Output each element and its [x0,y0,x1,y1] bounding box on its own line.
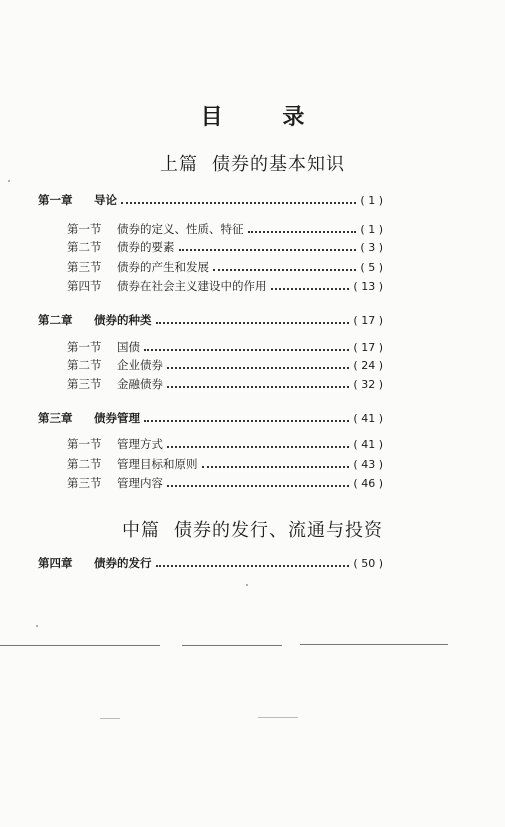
toc-section[interactable] [67,456,383,472]
toc-chapter-3[interactable] [38,410,383,426]
dot-leader [156,313,350,324]
section-number: 第四节 [67,279,102,293]
page-number: ( 17 ) [353,340,383,354]
chapter-number: 第一章 [38,193,73,207]
part-label: 上篇 [160,154,198,175]
dot-leader [179,240,357,251]
scan-rule [100,718,120,719]
page-number: ( 43 ) [353,457,383,471]
dot-leader [271,279,350,290]
chapter-number: 第二章 [38,313,73,327]
scan-rule [182,645,282,646]
page-number: ( 13 ) [353,279,383,293]
section-number: 第二节 [67,358,102,372]
page-number: ( 24 ) [353,358,383,372]
scan-speck [8,180,10,182]
section-number: 第二节 [67,457,102,471]
dot-leader [167,476,349,487]
section-number: 第一节 [67,222,102,236]
chapter-number: 第四章 [38,556,73,570]
part-name: 债券的基本知识 [212,154,345,175]
scan-speck [246,584,248,586]
page-number: ( 46 ) [353,476,383,490]
scan-rule [258,717,298,718]
section-title: 管理目标和原则 [117,457,198,471]
page-number: ( 5 ) [360,260,383,274]
toc-section[interactable] [67,475,383,491]
page-number: ( 3 ) [360,240,383,254]
section-number: 第三节 [67,260,102,274]
scan-rule [300,644,448,645]
page-number: ( 1 ) [360,193,383,207]
section-title: 债券在社会主义建设中的作用 [117,279,267,293]
page-number: ( 41 ) [353,411,383,425]
part-heading-2 [0,516,505,542]
dot-leader [167,377,349,388]
chapter-title: 债券管理 [94,411,140,425]
dot-leader [248,222,357,233]
section-title: 企业债券 [117,358,163,372]
dot-leader [144,340,349,351]
toc-section[interactable] [67,239,383,255]
section-title: 债券的定义、性质、特征 [117,222,244,236]
toc-section[interactable] [67,259,383,275]
page-number: ( 17 ) [353,313,383,327]
toc-chapter-4[interactable] [38,555,383,571]
dot-leader [167,437,349,448]
section-title: 管理内容 [117,476,163,490]
toc-section[interactable] [67,339,383,355]
page-number: ( 32 ) [353,377,383,391]
toc-section[interactable] [67,436,383,452]
toc-chapter-1[interactable] [38,192,383,208]
scan-rule [0,645,160,646]
chapter-number: 第三章 [38,411,73,425]
dot-leader [144,411,349,422]
part-name: 债券的发行、流通与投资 [174,520,383,541]
page-number: ( 41 ) [353,437,383,451]
chapter-title: 导论 [94,193,117,207]
toc-section[interactable] [67,278,383,294]
section-number: 第三节 [67,476,102,490]
dot-leader [213,260,356,271]
section-title: 债券的要素 [117,240,175,254]
section-title: 管理方式 [117,437,163,451]
section-number: 第三节 [67,377,102,391]
part-label: 中篇 [122,520,160,541]
section-title: 国债 [117,340,140,354]
chapter-title: 债券的种类 [94,313,152,327]
toc-section[interactable] [67,357,383,373]
part-heading-1 [0,150,505,176]
page-title: 目 录 [200,105,331,130]
page-number: ( 1 ) [360,222,383,236]
section-title: 债券的产生和发展 [117,260,209,274]
dot-leader [202,457,350,468]
section-number: 第一节 [67,340,102,354]
chapter-title: 债券的发行 [94,556,152,570]
dot-leader [156,556,350,567]
dot-leader [121,193,356,204]
dot-leader [167,358,349,369]
toc-section[interactable] [67,221,383,237]
toc-chapter-2[interactable] [38,312,383,328]
section-title: 金融债券 [117,377,163,391]
section-number: 第二节 [67,240,102,254]
section-number: 第一节 [67,437,102,451]
scan-speck [36,625,38,627]
page-number: ( 50 ) [353,556,383,570]
toc-section[interactable] [67,376,383,392]
